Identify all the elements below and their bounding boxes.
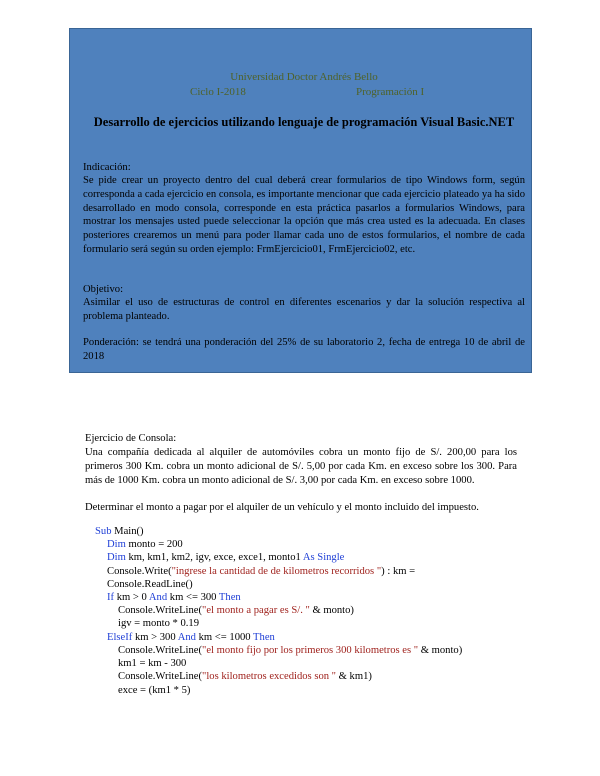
code-line: Dim km, km1, km2, igv, exce, exce1, monto1 As Single [107,552,345,563]
institution-name: Universidad Doctor Andrés Bello [230,71,378,83]
indication-label: Indicación: [83,162,131,173]
code-line: Console.Write("ingrese la cantidad de de kilometros recorridos ") : km = [107,566,416,577]
exercise-heading: Ejercicio de Consola: [85,433,177,444]
objective-text: Asimilar el uso de estructuras de control en diferentes escenarios y dar la solución respectiva al problema planteado. [83,297,525,322]
document-title: Desarrollo de ejercicios utilizando lenguaje de programación Visual Basic.NET [93,115,515,129]
code-line: Console.WriteLine("los kilometros excedidos son " & km1) [118,671,372,682]
weighting-text: Ponderación: se tendrá una ponderación del 25% de su laboratorio 2, fecha de entrega 10 de abril de 2018 [83,337,525,362]
header-box [69,28,532,373]
code-line: Console.WriteLine("el monto a pagar es S/. " & monto) [118,605,354,616]
objective-label: Objetivo: [83,284,124,295]
code-line: Sub Main() [95,526,144,537]
code-line: exce = (km1 * 5) [118,685,191,696]
code-line: igv = monto * 0.19 [118,618,200,629]
cycle-label: Ciclo I-2018 [190,86,246,98]
course-label: Programación I [356,86,425,98]
indication-text: Se pide crear un proyecto dentro del cual deberá crear formularios de tipo Windows form, según corresponda a cada ejercicio en consola, es importante mencionar que cada ejercicio plateado ya ha sido desarrollado en modo consola, corresponde en esta práctica pasarlos a formularios Windows, para mostrar los mensajes usted puede seleccionar la opción que más crea usted es la adecuada. En clases posteriores crearemos un menú para poder llamar cada uno de estos formularios, el nombre de cada formulario será según su orden ejemplo: FrmEjercicio01, FrmEjercicio02, etc. [83,175,525,255]
code-line: km1 = km - 300 [118,658,187,669]
code-line: Dim monto = 200 [107,539,183,550]
code-line: ElseIf km > 300 And km <= 1000 Then [107,632,275,643]
exercise-determine: Determinar el monto a pagar por el alquiler de un vehículo y el monto incluido del impuesto. [85,502,479,513]
code-line: If km > 0 And km <= 300 Then [107,592,241,603]
exercise-statement: Una compañía dedicada al alquiler de automóviles cobra un monto fijo de S/. 200,00 para los primeros 300 Km. cobra un monto adicional de S/. 5,00 por cada Km. en exceso sobre los 300. Para más de 1000 Km. cobra un monto adicional de S/. 3,00 por cada Km. en exceso sobre 1000. [85,447,517,486]
code-line: Console.ReadLine() [107,579,193,590]
code-line: Console.WriteLine("el monto fijo por los primeros 300 kilometros es " & monto) [118,645,463,656]
